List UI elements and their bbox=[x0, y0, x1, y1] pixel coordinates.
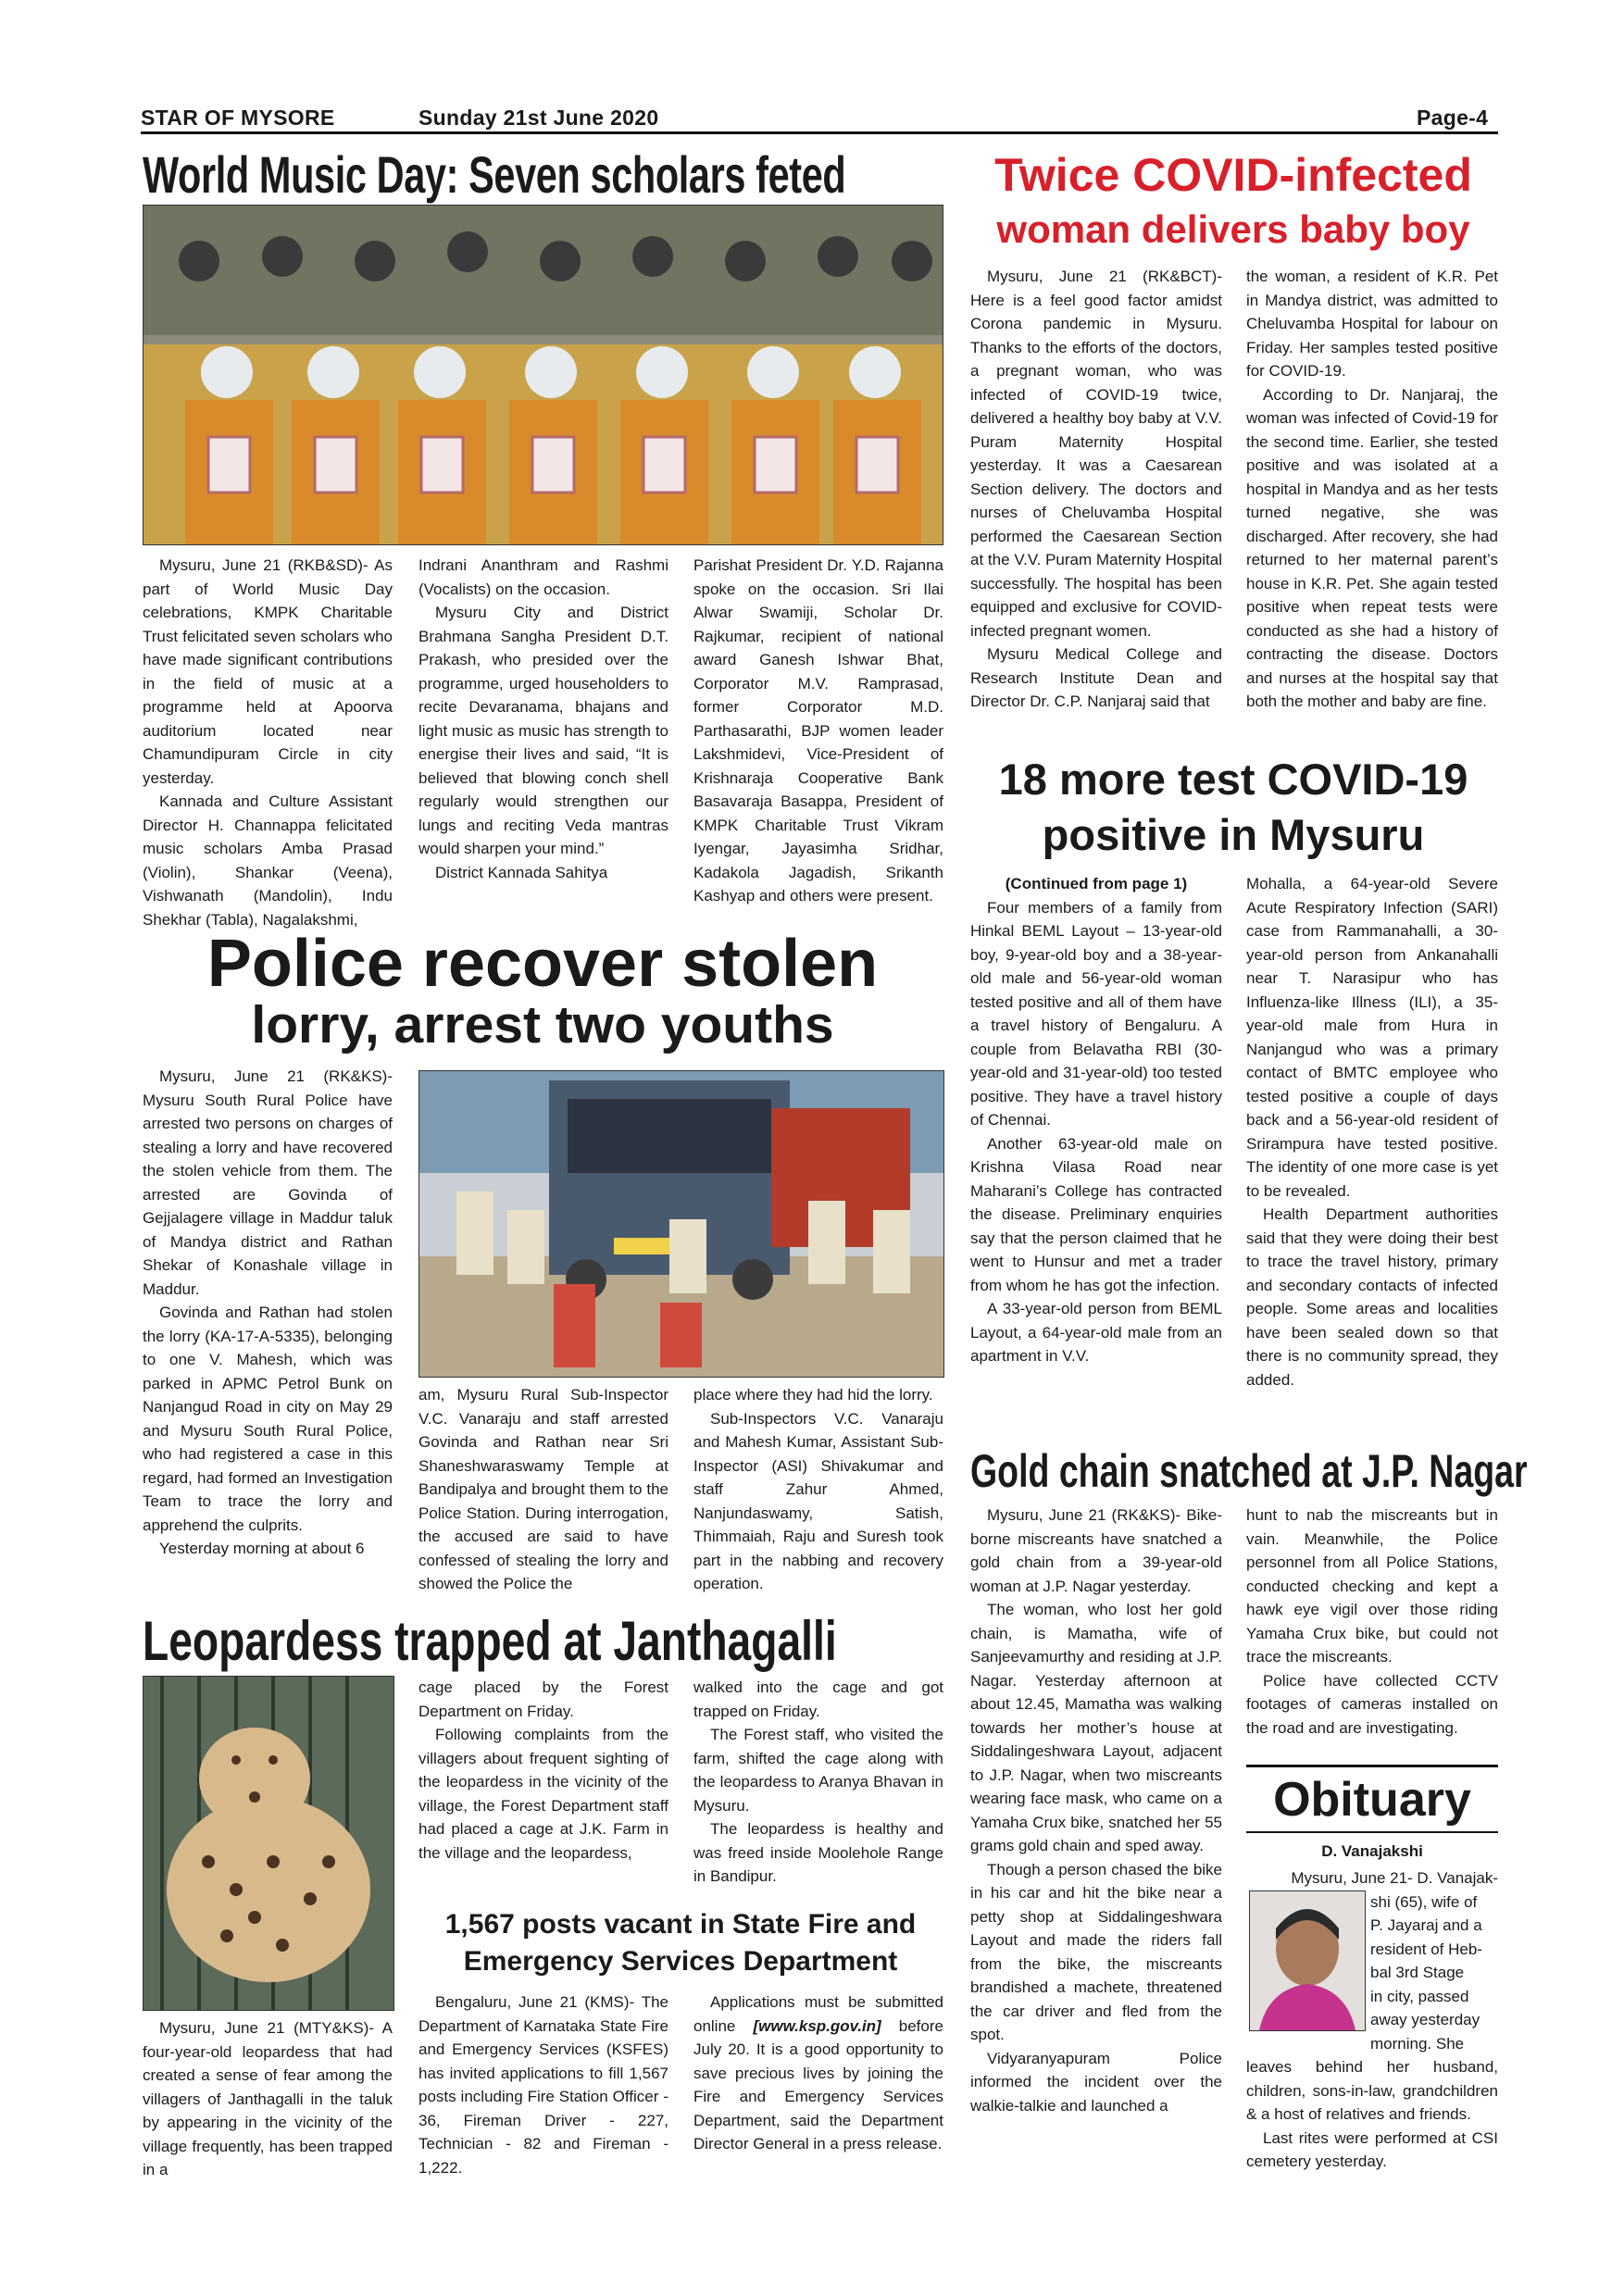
paragraph: Parishat President Dr. Y.D. Rajanna spoke on the occasion. Sri Ilai Alwar Swamiji, Scholar Dr. Rajkumar, recipient of national award Ganesh Ishwar Bhat, Corporator M.V. Ramprasad, former Corporator M.D. Parthasarathi, BJP women leader Lakshmidevi, Vice-President of Krishnaraja Cooperative Bank Basavaraja Basappa, President of KMPK Charitable Trust Vikram Iyengar, Jayasimha Sridhar, Kadakola Jagadish, Srikanth Kashyap and others were present. bbox=[693, 556, 943, 905]
paragraph: Indrani Ananthram and Rashmi (Vocalists) on the occasion. bbox=[418, 556, 668, 598]
paragraph: leaves behind her husband, children, sons-in-law, grandchildren & a host of relatives and friends. bbox=[1246, 2058, 1498, 2123]
leopard-photo bbox=[143, 1676, 394, 2011]
obit-line: in city, passed bbox=[1370, 1987, 1469, 2005]
header-rule bbox=[141, 131, 1498, 134]
paragraph: walked into the cage and got trapped on Friday. bbox=[693, 1678, 943, 1720]
leopard-col-3 bbox=[693, 1676, 943, 1889]
obit-line: away yesterday bbox=[1370, 2011, 1480, 2028]
paragraph bbox=[693, 1990, 943, 2156]
paragraph: According to Dr. Nanjaraj, the woman was infected of Covid-19 for the second time. Earlier, she tested positive and was isolated at a hospital in Mandya and as her tests turned negative, she was discharged. After recovery, she had returned to her maternal parent’s house in K.R. Pet. She again tested positive when repeat tests were conducted as she had a history of contracting the disease. Doctors and nurses at the hospital say that both the mother and baby are fine. bbox=[1246, 385, 1498, 710]
fire-col-2 bbox=[693, 1990, 943, 2156]
paragraph: am, Mysuru Rural Sub-Inspector V.C. Vanaraju and staff arrested Govinda and Rathan near Sri Shaneshwaraswamy Temple at Bandipalya and brought them to the Police Station. During interrogation, the accused are said to have confessed of stealing the lorry and showed the Police the bbox=[418, 1386, 668, 1592]
paper-name: STAR OF MYSORE bbox=[141, 106, 335, 130]
leopard-headline: Leopardess trapped at Janthagalli bbox=[143, 1610, 837, 1672]
fire-headline-2: Emergency Services Department bbox=[463, 1946, 898, 1977]
paragraph: the woman, a resident of K.R. Pet in Mandya district, was admitted to Cheluvamba Hospital for labour on Friday. Her samples tested positive for COVID-19. bbox=[1246, 268, 1498, 380]
page-number: Page-4 bbox=[1417, 106, 1489, 130]
test18-headline-1: 18 more test COVID-19 bbox=[998, 755, 1468, 804]
paragraph: place where they had hid the lorry. bbox=[693, 1386, 933, 1404]
test18-col-2 bbox=[1246, 872, 1498, 1391]
obit-line: bal 3rd Stage bbox=[1370, 1964, 1465, 1981]
obituary-text bbox=[1246, 1866, 1498, 2174]
paragraph: The Forest staff, who visited the farm, shifted the cage along with the leopardess to Aranya Bhavan in Mysuru. bbox=[693, 1726, 943, 1815]
paragraph: Mysuru, June 21 (RK&KS)- Bike-borne miscreants have snatched a gold chain from a 39-year-old woman at J.P. Nagar yesterday. bbox=[970, 1506, 1222, 1595]
paragraph: Bengaluru, June 21 (KMS)- The Department of Karnataka State Fire and Emergency Services (KSFES) has invited applications to fill 1,567 posts including Fire Station Officer - 36, Fireman Driver - 227, Technician - 82 and Fireman - 1,222. bbox=[418, 1993, 668, 2177]
fire-col-1 bbox=[418, 1990, 668, 2179]
fire-website-link[interactable]: [www.ksp.gov.in] bbox=[753, 2016, 881, 2035]
paragraph: The woman, who lost her gold chain, is Mamatha, wife of Sanjeevamurthy and residing at J.P. Nagar. Yesterday afternoon at about 12.45, Mamatha was walking towards her mother’s house at Siddalingeshwara Layout, adjacent to J.P. Nagar, when two miscreants wearing face mask, who came on a Yamaha Crux bike, snatched her 55 grams gold chain and sped away. bbox=[970, 1601, 1222, 1854]
paragraph: Govinda and Rathan had stolen the lorry (KA-17-A-5335), belonging to one V. Mahesh, which was parked in APMC Petrol Bunk on Nanjangud Road in city on May 29 and Mysuru South Rural Police, who had registered a case in this regard, had formed an Investigation Team to trace the lorry and apprehend the culprits. bbox=[143, 1304, 393, 1534]
paragraph: Mysuru, June 21 (MTY&KS)- A four-year-old leopardess that had created a sense of fear among the villagers of Janthagalli in the taluk by appearing in the vicinity of the village frequently, has been trapped in a bbox=[143, 2019, 393, 2178]
covid-baby-headline-2: woman delivers baby boy bbox=[996, 207, 1470, 251]
music-col-2 bbox=[418, 554, 668, 884]
police-col-2 bbox=[418, 1383, 668, 1596]
leopard-col-2 bbox=[418, 1676, 668, 1865]
lorry-image bbox=[419, 1071, 943, 1377]
paragraph: A 33-year-old person from BEML Layout, a 64-year-old male from an apartment in V.V. bbox=[970, 1300, 1222, 1365]
music-col-3 bbox=[693, 554, 943, 908]
covid-baby-headline-1: Twice COVID-infected bbox=[994, 149, 1472, 201]
scholars-group-image bbox=[144, 206, 943, 544]
paragraph: Health Department authorities said that they were doing their best to trace the travel history, primary and secondary contacts of infected people. Some areas and localities have been sealed down so that there is no community spread, they added. bbox=[1246, 1205, 1498, 1389]
police-headline-2: lorry, arrest two youths bbox=[251, 995, 834, 1054]
gold-headline: Gold chain snatched at J.P. Nagar bbox=[970, 1445, 1528, 1497]
obituary-rule bbox=[1246, 1765, 1498, 1767]
continued-note: (Continued from page 1) bbox=[1005, 875, 1188, 892]
police-headline-1: Police recover stolen bbox=[206, 927, 879, 1001]
paragraph: Police have collected CCTV footages of cameras installed on the road and are investigating. bbox=[1246, 1671, 1498, 1737]
paragraph: Though a person chased the bike in his car and hit the bike near a petty shop at Siddalingeshwara Layout and made the riders fall from the bike, the miscreants brandished a machete, threatened the car driver and fled from the spot. bbox=[970, 1860, 1222, 2043]
paragraph: The leopardess is healthy and was freed inside Moolehole Range in Bandipur. bbox=[693, 1820, 943, 1885]
paragraph: hunt to nab the miscreants but in vain. Meanwhile, the Police personnel from all Police Stations, conducted checking and kept a hawk eye vigil over those riding Yamaha Crux bike, but could not trace the miscreants. bbox=[1246, 1506, 1498, 1666]
test18-col-1 bbox=[970, 872, 1222, 1368]
music-col-1 bbox=[143, 554, 393, 931]
obit-line: morning. She bbox=[1370, 2034, 1465, 2053]
paragraph: Mysuru, June 21 (RKB&SD)- As part of World Music Day celebrations, KMPK Charitable Trust felicitated seven scholars who have made significant contributions in the field of music at a programme held at Apoorva auditorium located near Chamundipuram Circle in city yesterday. bbox=[143, 556, 393, 787]
obit-line: shi (65), wife of bbox=[1370, 1892, 1478, 1911]
paragraph: cage placed by the Forest Department on Friday. bbox=[418, 1678, 668, 1720]
obit-line: P. Jayaraj and a bbox=[1370, 1916, 1482, 1934]
paragraph: Four members of a family from Hinkal BEML Layout – 13-year-old boy, 9-year-old boy and a 38-year-old male and 56-year-old woman tested positive and all of them have a travel history of Bengaluru. A couple from Belavatha RBI (30-year-old and 31-year-old) too tested positive. They have a travel history of Chennai. bbox=[970, 898, 1222, 1129]
test18-headline-2: positive in Mysuru bbox=[1042, 810, 1425, 859]
fire-headline-1: 1,567 posts vacant in State Fire and bbox=[444, 1909, 917, 1940]
obit-line: resident of Heb- bbox=[1370, 1940, 1482, 1958]
paragraph: Sub-Inspectors V.C. Vanaraju and Mahesh Kumar, Assistant Sub-Inspector (ASI) Shivakumar and staff Zahur Ahmed, Nanjundaswamy, Satish, Thimmaiah, Raju and Suresh took part in the nabbing and recovery operation. bbox=[693, 1409, 943, 1592]
paragraph: Kannada and Culture Assistant Director H. Channappa felicitated music scholars Amba Prasad (Violin), Shankar (Veena), Vishwanath (Mandolin), Indu Shekhar (Tabla), Nagalakshmi, bbox=[143, 792, 393, 929]
police-col-3 bbox=[693, 1383, 943, 1596]
paragraph: Last rites were performed at CSI cemetery yesterday. bbox=[1246, 2128, 1498, 2170]
paragraph: Following complaints from the villagers about frequent sighting of the leopardess in the vicinity of the village, the Forest Department staff had placed a cage at J.K. Farm in the village and the leopardess, bbox=[418, 1726, 668, 1862]
obituary-name: D. Vanajakshi bbox=[1321, 1842, 1423, 1860]
leopard-col-1 bbox=[143, 2016, 393, 2182]
gold-col-1 bbox=[970, 1504, 1222, 2117]
issue-date: Sunday 21st June 2020 bbox=[418, 106, 659, 130]
obituary-heading: Obituary bbox=[1273, 1773, 1471, 1827]
paragraph: Mysuru City and District Brahmana Sangha President D.T. Prakash, who presided over the programme, urged householders to recite Devaranama, bhajans and light music as music has strength to energise their lives and said, “It is believed that blowing conch shell regularly would strengthen our lungs and reciting Veda mantras would sharpen your mind.” bbox=[418, 604, 668, 857]
paragraph: Mysuru Medical College and Research Institute Dean and Director Dr. C.P. Nanjaraj said that bbox=[970, 645, 1222, 710]
paragraph: Mohalla, a 64-year-old Severe Acute Respiratory Infection (SARI) case from Rammanahalli, a 30-year-old person from Ankanahalli near T. Narasipur who has Influenza-like Illness (ILI), a 35-year-old male from Hura in Nanjangud who was a primary contact of BMTC employee who tested positive a couple of days back and a 56-year-old resident of Srirampura have tested positive. The identity of one more case is yet to be revealed. bbox=[1246, 875, 1498, 1200]
fire-text-b: before July 20. It is a good opportunity to save precious lives by joining the Fire and Emergency Services Department, said the Department Director General in a press release. bbox=[693, 2016, 943, 2152]
fire-text-a: Applications must be submitted online bbox=[693, 1993, 943, 2035]
gold-col-2 bbox=[1246, 1504, 1498, 1740]
paragraph: Vidyaranyapuram Police informed the incident over the walkie-talkie and launched a bbox=[970, 2049, 1222, 2115]
obituary-rule-2 bbox=[1246, 1831, 1498, 1833]
music-photo bbox=[143, 205, 943, 545]
paragraph: Mysuru, June 21 (RK&KS)- Mysuru South Rural Police have arrested two persons on charges of stealing a lorry and have recovered the stolen vehicle from them. The arrested are Govinda of Gejjalagere village in Maddur taluk of Mandya district and Rathan Shekar of Konashale village in Maddur. bbox=[143, 1067, 393, 1298]
covid-baby-col-2 bbox=[1246, 265, 1498, 714]
covid-baby-col-1 bbox=[970, 265, 1222, 714]
music-headline: World Music Day: Seven scholars feted bbox=[143, 145, 846, 204]
police-col-1 bbox=[143, 1065, 393, 1561]
leopardess-image bbox=[144, 1677, 394, 2010]
paragraph: Yesterday morning at about 6 bbox=[159, 1540, 365, 1557]
lorry-photo bbox=[418, 1070, 944, 1378]
paragraph: Mysuru, June 21 (RK&BCT)- Here is a feel good factor amidst Corona pandemic in Mysuru. Thanks to the efforts of the doctors, a pregnant woman, who was infected of COVID-19 twice, delivered a healthy boy baby at V.V. Puram Maternity Hospital yesterday. It was a Caesarean Section delivery. The doctors and nurses of Cheluvamba Hospital performed the Caesarean Section at the V.V. Puram Maternity Hospital successfully. The hospital has been equipped and exclusive for COVID-infected pregnant women. bbox=[970, 268, 1222, 640]
paragraph: Another 63-year-old male on Krishna Vilasa Road near Maharani’s College has contracted the disease. Preliminary enquiries say that the person claimed that he went to Hunsur and met a trader from whom he has got the infection. bbox=[970, 1134, 1222, 1294]
paragraph: District Kannada Sahitya bbox=[435, 863, 608, 881]
obit-line: Mysuru, June 21- D. Vanajak- bbox=[1291, 1869, 1498, 1887]
